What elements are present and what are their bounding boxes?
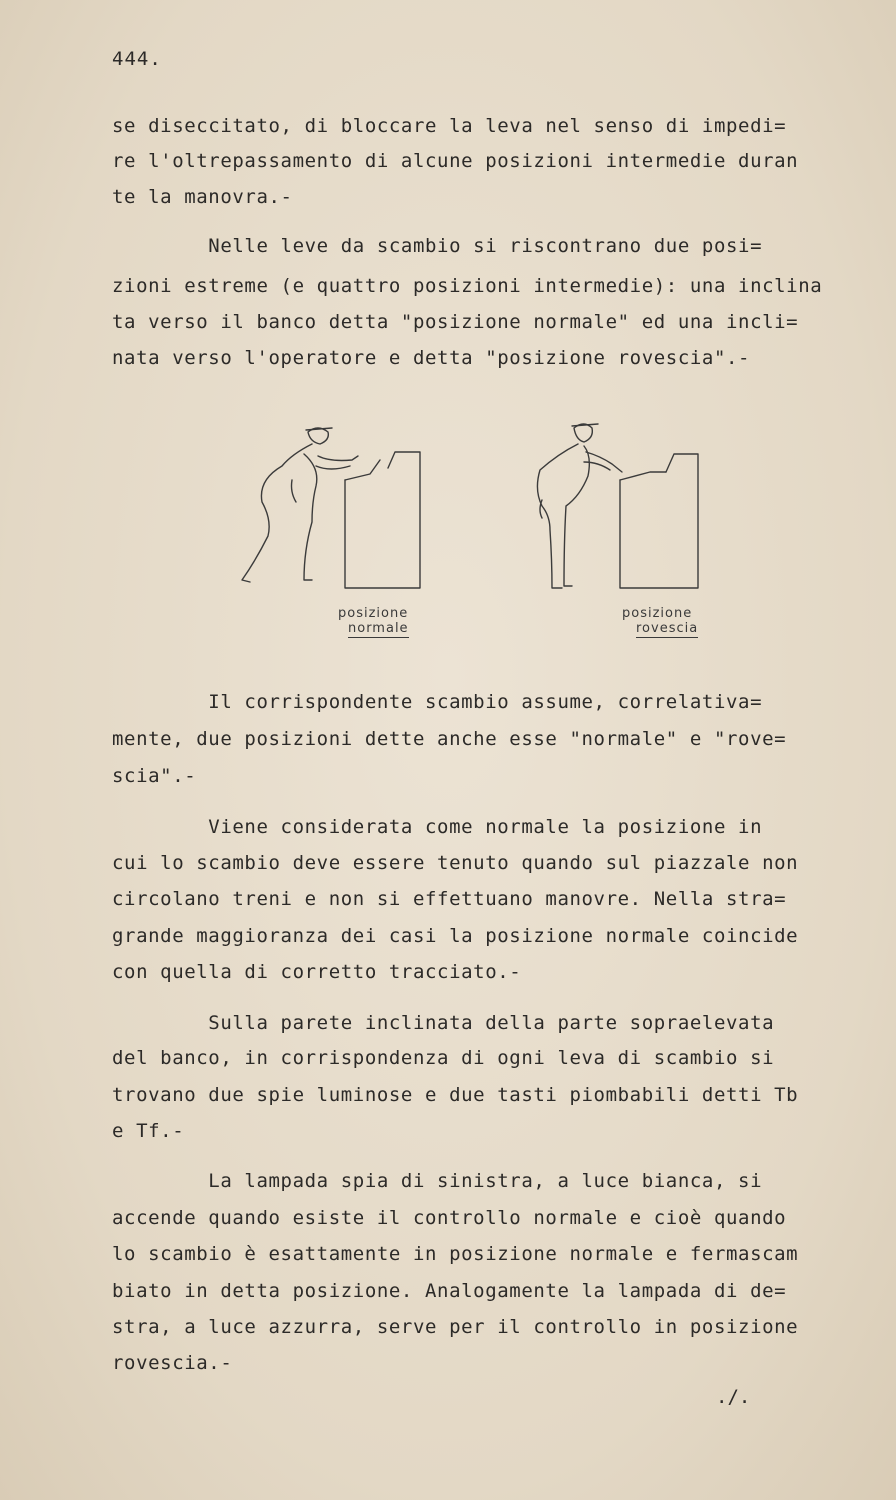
text-line: circolano treni e non si effettuano manovre. Nella stra=	[112, 888, 787, 910]
text-line: lo scambio è esattamente in posizione normale e fermascam	[112, 1243, 799, 1265]
text-line: zioni estreme (e quattro posizioni intermedie): una inclina	[112, 275, 823, 297]
continued-mark: ./.	[716, 1386, 751, 1408]
text-line: La lampada spia di sinistra, a luce bianca, si	[112, 1170, 763, 1192]
caption-normale	[338, 606, 409, 636]
caption-rovescia	[622, 606, 698, 636]
text-line: scia".-	[112, 765, 197, 787]
text-line: grande maggioranza dei casi la posizione normale coincide	[112, 925, 799, 947]
page-number: 444.	[112, 48, 162, 70]
caption-rovescia-line-1: posizione	[622, 606, 693, 621]
text-line: rovescia.-	[112, 1352, 233, 1374]
desk-left	[345, 452, 420, 588]
text-line: ta verso il banco detta "posizione normale" ed una incli=	[112, 311, 799, 333]
text-line: Sulla parete inclinata della parte sopraelevata	[112, 1012, 775, 1034]
operator-reverse	[574, 424, 592, 442]
caption-normale-line-2: normale	[348, 621, 409, 636]
desk-right	[620, 454, 698, 588]
text-line: con quella di corretto tracciato.-	[112, 961, 522, 983]
text-line: Viene considerata come normale la posizione in	[112, 816, 763, 838]
caption-rovescia-line-2: rovescia	[636, 621, 699, 636]
text-line: stra, a luce azzurra, serve per il controllo in posizione	[112, 1316, 799, 1338]
text-line: mente, due posizioni dette anche esse "normale" e "rove=	[112, 728, 787, 750]
text-line: accende quando esiste il controllo normale e cioè quando	[112, 1207, 787, 1229]
text-line: Il corrispondente scambio assume, correlativa=	[112, 691, 763, 713]
text-line: cui lo scambio deve essere tenuto quando sul piazzale non	[112, 852, 799, 874]
lever-positions-figure	[220, 410, 740, 660]
text-line: trovano due spie luminose e due tasti piombabili detti Tb	[112, 1084, 799, 1106]
text-line: nata verso l'operatore e detta "posizione rovescia".-	[112, 347, 751, 369]
text-line: e Tf.-	[112, 1120, 185, 1142]
text-line: biato in detta posizione. Analogamente la lampada di de=	[112, 1280, 787, 1302]
text-line: Nelle leve da scambio si riscontrano due posi=	[112, 235, 763, 257]
text-line: te la manovra.-	[112, 186, 293, 208]
caption-normale-line-1: posizione	[338, 606, 409, 621]
text-line: se diseccitato, di bloccare la leva nel senso di impedi=	[112, 115, 787, 137]
text-line: re l'oltrepassamento di alcune posizioni intermedie duran	[112, 150, 799, 172]
operator-normal	[308, 428, 328, 444]
text-line: del banco, in corrispondenza di ogni leva di scambio si	[112, 1047, 775, 1069]
